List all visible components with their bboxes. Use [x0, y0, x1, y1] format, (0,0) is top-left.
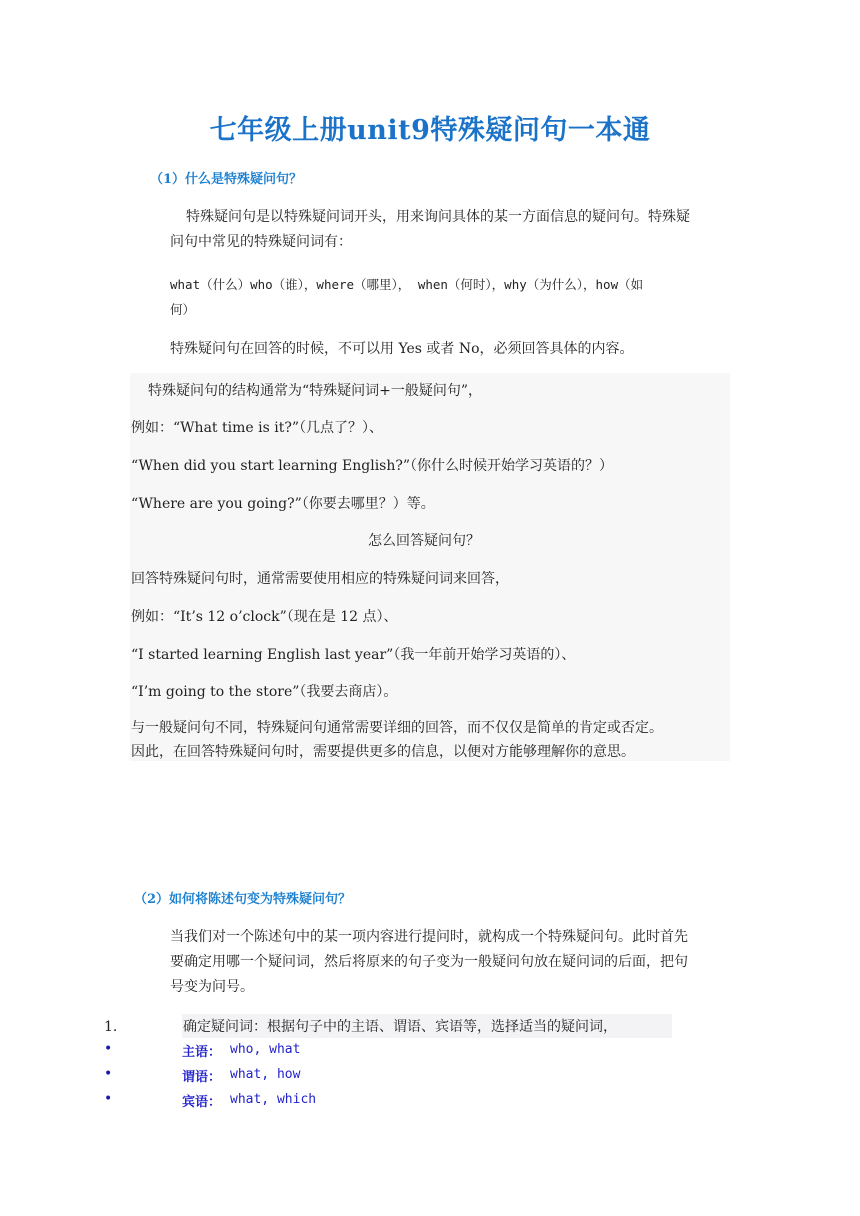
- bullet-label: 谓语：: [182, 1070, 222, 1085]
- bullet-value: what, how: [230, 1067, 301, 1082]
- paragraph-line: what（什么）who（谁），where（哪里）， when（何时），why（为什么），how（如: [170, 277, 644, 292]
- section1-heading: （1）什么是特殊疑问句？: [150, 172, 303, 187]
- box-line: “I started learning English last year”（我一年前开始学习英语的）、: [131, 647, 576, 663]
- list-item: [104, 1091, 504, 1116]
- paragraph-line: 当我们对一个陈述句中的某一项内容进行提问时，就构成一个特殊疑问句。此时首先: [170, 929, 688, 945]
- box-line: 因此，在回答特殊疑问句时，需要提供更多的信息，以便对方能够理解你的意思。: [131, 744, 635, 760]
- bullet-dot-icon: •: [104, 1041, 113, 1057]
- bullet-label: 主语：: [182, 1045, 222, 1060]
- section1-paragraph3: 特殊疑问句在回答的时候，不可以用 Yes 或者 No，必须回答具体的内容。: [170, 341, 634, 357]
- box-line: 例如：“It’s 12 o’clock”（现在是 12 点）、: [131, 609, 398, 625]
- list-item: [104, 1066, 504, 1091]
- box-line: “When did you start learning English?”（你什么时候开始学习英语的？）: [131, 458, 614, 474]
- box-line: 回答特殊疑问句时，通常需要使用相应的特殊疑问词来回答，: [131, 571, 509, 587]
- section2-heading: （2）如何将陈述句变为特殊疑问句？: [134, 892, 352, 907]
- box-subheading: 怎么回答疑问句？: [368, 533, 480, 549]
- paragraph-line: 特殊疑问句是以特殊疑问词开头，用来询问具体的某一方面信息的疑问句。特殊疑: [186, 209, 690, 225]
- section1-paragraph1: [170, 205, 735, 255]
- bullet-list: [104, 1041, 504, 1116]
- paragraph-line: 问句中常见的特殊疑问词有：: [170, 234, 352, 250]
- bullet-dot-icon: •: [104, 1066, 113, 1082]
- section1-question-words: [170, 272, 735, 322]
- paragraph-line: 号变为问号。: [170, 979, 254, 995]
- box-line: 与一般疑问句不同，特殊疑问句通常需要详细的回答，而不仅仅是简单的肯定或否定。: [131, 720, 663, 736]
- step-text: 确定疑问词：根据句子中的主语、谓语、宾语等，选择适当的疑问词，: [183, 1019, 617, 1035]
- bullet-dot-icon: •: [104, 1091, 113, 1107]
- bullet-value: what, which: [230, 1092, 317, 1107]
- bullet-value: who, what: [230, 1042, 301, 1057]
- paragraph-line: 要确定用哪一个疑问词，然后将原来的句子变为一般疑问句放在疑问词的后面，把句: [170, 954, 688, 970]
- bullet-label: 宾语：: [182, 1095, 222, 1110]
- box-line: 例如：“What time is it?”（几点了？）、: [131, 420, 383, 436]
- list-item: [104, 1041, 504, 1066]
- step-number: 1.: [104, 1019, 118, 1035]
- section2-paragraph: [170, 925, 735, 1000]
- box-line: 特殊疑问句的结构通常为“特殊疑问词+一般疑问句”，: [148, 383, 483, 399]
- paragraph-line: 何）: [170, 302, 196, 317]
- page-title: 七年级上册unit9特殊疑问句一本通: [209, 115, 651, 146]
- box-line: “Where are you going?”（你要去哪里？）等。: [131, 496, 435, 512]
- box-line: “I’m going to the store”（我要去商店）。: [131, 684, 398, 700]
